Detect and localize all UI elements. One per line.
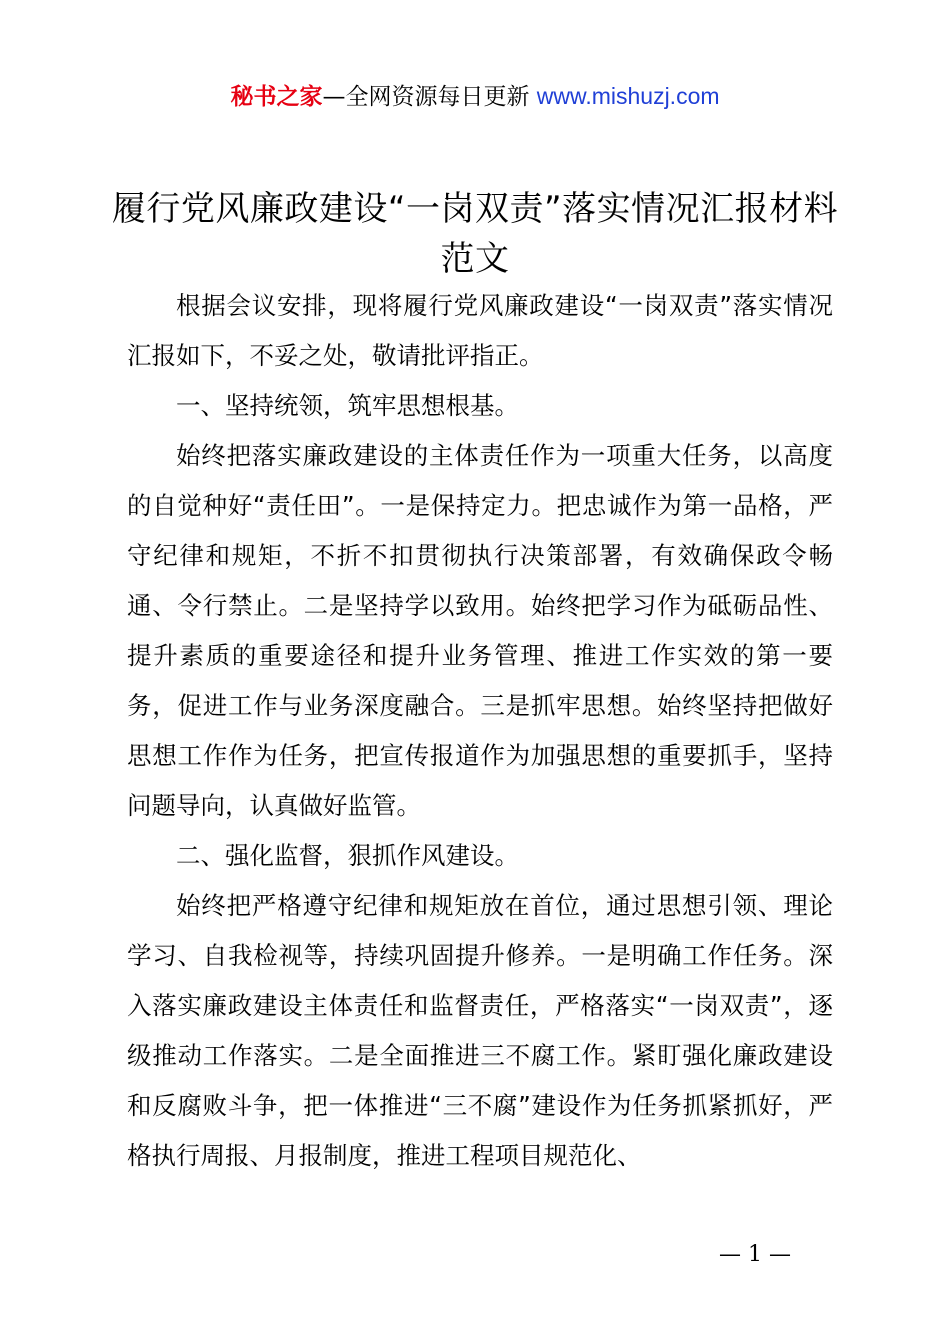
document-title: 履行党风廉政建设“一岗双责”落实情况汇报材料范文 xyxy=(111,189,839,279)
section-paragraph-2: 始终把严格遵守纪律和规矩放在首位，通过思想引领、理论学习、自我检视等，持续巩固提升修养。一是明确工作任务。深入落实廉政建设主体责任和监督责任，严格落实“一岗双责”，逐级推动工作落实。二是全面推进三不腐工作。紧盯强化廉政建设和反腐败斗争，把一体推进“三不腐”建设作为任务抓紧抓好，严格执行周报、月报制度，推进工程项目规范化、 xyxy=(127,891,833,1170)
section-heading-2: 二、强化监督，狠抓作风建设。 xyxy=(176,841,519,870)
section-heading-1: 一、坚持统领，筑牢思想根基。 xyxy=(176,391,519,420)
header-separator: — xyxy=(322,84,346,110)
document-body xyxy=(127,281,833,1181)
header-url-link[interactable]: www.mishuzj.com xyxy=(536,83,720,109)
page-number: — 1 — xyxy=(719,1242,791,1267)
site-header-banner xyxy=(0,80,950,113)
section-paragraph-1: 始终把落实廉政建设的主体责任作为一项重大任务，以高度的自觉种好“责任田”。一是保持定力。把忠诚作为第一品格，严守纪律和规矩，不折不扣贯彻执行决策部署，有效确保政令畅通、令行禁止。二是坚持学以致用。始终把学习作为砥砺品性、提升素质的重要途径和提升业务管理、推进工作实效的第一要务，促进工作与业务深度融合。三是抓牢思想。始终坚持把做好思想工作作为任务，把宣传报道作为加强思想的重要抓手，坚持问题导向，认真做好监管。 xyxy=(127,441,833,820)
intro-paragraph: 根据会议安排，现将履行党风廉政建设“一岗双责”落实情况汇报如下，不妥之处，敬请批评指正。 xyxy=(127,291,833,370)
brand-name: 秘书之家 xyxy=(230,84,323,110)
header-tagline: 全网资源每日更新 xyxy=(345,84,530,110)
